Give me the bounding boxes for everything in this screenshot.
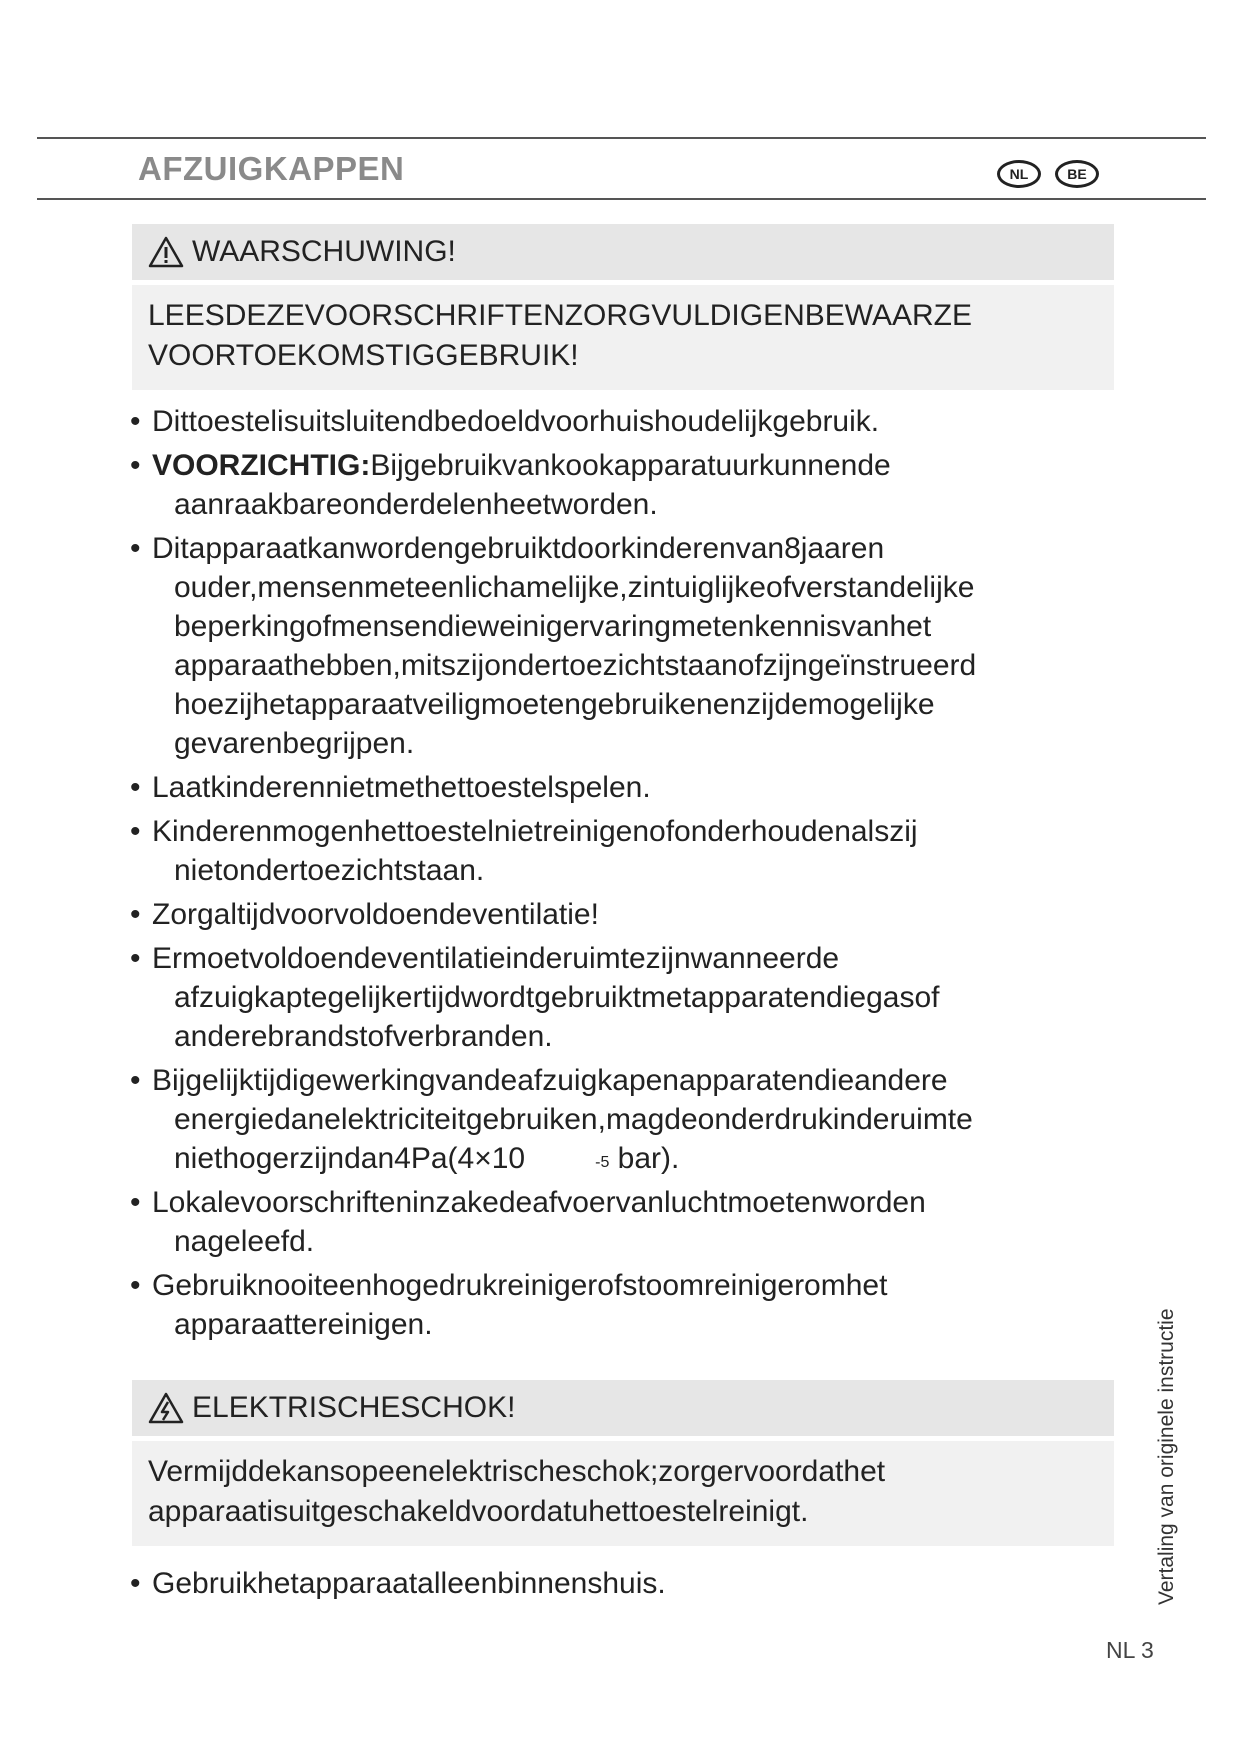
shock-body-line: Vermijddekansopeenelektrischeschok;zorgervoordathet bbox=[148, 1455, 886, 1488]
page-number: NL 3 bbox=[1106, 1637, 1154, 1663]
country-badge-nl: NL bbox=[997, 160, 1041, 188]
list-item: • Laatkinderennietmethettoestelspelen. bbox=[130, 771, 651, 804]
list-item: • Bijgelijktijdigewerkingvandeafzuigkapenapparatendieandere energiedanelektriciteitgebruiken,magdeonderdrukinderuimte niethogerzijndan4Pa(4×10 $^{-5}$ bar). bbox=[130, 1064, 973, 1175]
list-item: • Kinderenmogenhettoestelnietreinigenofonderhoudenalszij nietondertoezichtstaan. bbox=[130, 815, 918, 887]
list-item: • Ermoetvoldoendeventilatieinderuimtezijnwanneerde afzuigkaptegelijkertijdwordtgebruiktmetapparatendiegasof anderebrandstofverbranden. bbox=[130, 942, 940, 1053]
header-bottom-rule bbox=[37, 198, 1206, 200]
list-item: • Gebruikhetapparaatalleenbinnenshuis. bbox=[130, 1567, 666, 1600]
electric-shock-icon bbox=[148, 1392, 184, 1424]
warning-body-line: VOORTOEKOMSTIGGEBRUIK! bbox=[148, 339, 579, 372]
safety-list bbox=[130, 402, 1120, 1344]
warning-body-line: LEESDEZEVOORSCHRIFTENZORGVULDIGENBEWAARZE bbox=[148, 299, 973, 332]
top-rule bbox=[37, 137, 1206, 139]
warning-box bbox=[132, 224, 1114, 390]
list-item: • Zorgaltijdvoorvoldoendeventilatie! bbox=[130, 898, 599, 931]
shock-box bbox=[132, 1380, 1114, 1546]
shock-heading bbox=[132, 1380, 1114, 1436]
list-item: • Gebruiknooiteenhogedrukreinigerofstoomreinigeromhet apparaattereinigen. bbox=[130, 1269, 888, 1341]
page-title: AFZUIGKAPPEN bbox=[138, 150, 405, 187]
list-item: • Dittoestelisuitsluitendbedoeldvoorhuishoudelijkgebruik. bbox=[130, 405, 880, 438]
final-list bbox=[130, 1564, 1120, 1603]
warning-heading bbox=[132, 224, 1114, 280]
shock-body bbox=[132, 1441, 1114, 1546]
shock-body-line: apparaatisuitgeschakeldvoordatuhettoestelreinigt. bbox=[148, 1495, 809, 1528]
list-item: • Ditapparaatkanwordengebruiktdoorkinderenvan8jaaren ouder,mensenmeteenlichamelijke,zintuiglijkeofverstandelijke beperkingofmensendieweinigervaringmetenkennisvanhet apparaathebben,mitszijondertoezichtstaanofzijngeïnstrueerd hoezijhetapparaatveiligmoetengebruikenenzijdemogelijke gevarenbegrijpen. bbox=[130, 532, 977, 760]
side-note: Vertaling van originele instructie bbox=[1155, 1308, 1178, 1605]
list-item: • Lokalevoorschrifteninzakedeafvoervanluchtmoetenworden nageleefd. bbox=[130, 1186, 926, 1258]
list-item: • VOORZICHTIG:Bijgebruikvankookapparatuurkunnende aanraakbareonderdelenheetworden. bbox=[130, 449, 891, 521]
shock-heading-text: ELEKTRISCHESCHOK! bbox=[192, 1391, 516, 1424]
warning-body bbox=[132, 285, 1114, 390]
caution-label: VOORZICHTIG: bbox=[152, 449, 371, 482]
country-badge-be: BE bbox=[1055, 160, 1099, 188]
warning-heading-text: WAARSCHUWING! bbox=[192, 235, 456, 268]
warning-triangle-icon bbox=[148, 236, 184, 268]
